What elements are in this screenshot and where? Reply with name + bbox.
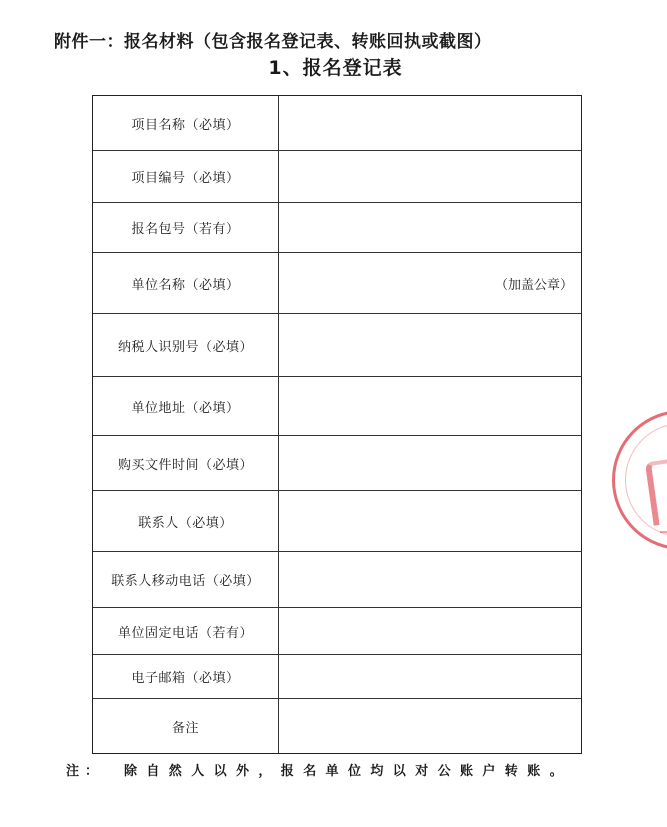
row-label: 单位名称（必填） bbox=[93, 253, 279, 313]
form-row-email bbox=[93, 655, 581, 699]
footnote-label: 注： bbox=[66, 764, 105, 779]
form-row-landline bbox=[93, 608, 581, 655]
form-title: 1、报名登记表 bbox=[268, 57, 403, 79]
form-row-package-number bbox=[93, 203, 581, 253]
form-row-purchase-time bbox=[93, 436, 581, 491]
form-row-remarks bbox=[93, 699, 581, 753]
seal-mark bbox=[645, 456, 667, 526]
row-label: 联系人移动电话（必填） bbox=[93, 552, 279, 607]
row-value-field[interactable] bbox=[279, 552, 581, 607]
row-value-field[interactable] bbox=[279, 314, 581, 376]
page-heading: 附件一：报名材料（包含报名登记表、转账回执或截图） bbox=[54, 32, 492, 52]
row-label: 项目编号（必填） bbox=[93, 151, 279, 202]
row-label: 备注 bbox=[93, 699, 279, 753]
row-label: 纳税人识别号（必填） bbox=[93, 314, 279, 376]
row-value-field[interactable] bbox=[279, 96, 581, 150]
row-value-field[interactable] bbox=[279, 699, 581, 753]
form-row-contact-mobile bbox=[93, 552, 581, 608]
official-seal-icon bbox=[612, 410, 667, 550]
row-label: 报名包号（若有） bbox=[93, 203, 279, 252]
row-value-field[interactable] bbox=[279, 203, 581, 252]
row-label: 单位固定电话（若有） bbox=[93, 608, 279, 654]
row-label: 单位地址（必填） bbox=[93, 377, 279, 435]
footnote-text: 除自然人以外，报名单位均以对公账户转账。 bbox=[124, 764, 573, 779]
row-label: 项目名称（必填） bbox=[93, 96, 279, 150]
row-label: 购买文件时间（必填） bbox=[93, 436, 279, 490]
form-row-company-name bbox=[93, 253, 581, 314]
row-value-field[interactable]: （加盖公章） bbox=[494, 277, 573, 293]
registration-form-table bbox=[92, 95, 582, 754]
form-row-contact-person bbox=[93, 491, 581, 552]
form-row-project-number bbox=[93, 151, 581, 203]
form-row-taxpayer-id bbox=[93, 314, 581, 377]
form-row-project-name bbox=[93, 96, 581, 151]
row-label: 电子邮箱（必填） bbox=[93, 655, 279, 698]
seal-number-mark bbox=[660, 521, 667, 533]
row-value-field[interactable] bbox=[279, 608, 581, 654]
row-label: 联系人（必填） bbox=[93, 491, 279, 551]
row-value-field[interactable] bbox=[279, 655, 581, 698]
row-value-field[interactable] bbox=[279, 377, 581, 435]
footnote bbox=[66, 760, 626, 779]
row-value-field[interactable] bbox=[279, 151, 581, 202]
form-row-company-address bbox=[93, 377, 581, 436]
row-value-field[interactable] bbox=[279, 436, 581, 490]
row-value-field[interactable] bbox=[279, 491, 581, 551]
